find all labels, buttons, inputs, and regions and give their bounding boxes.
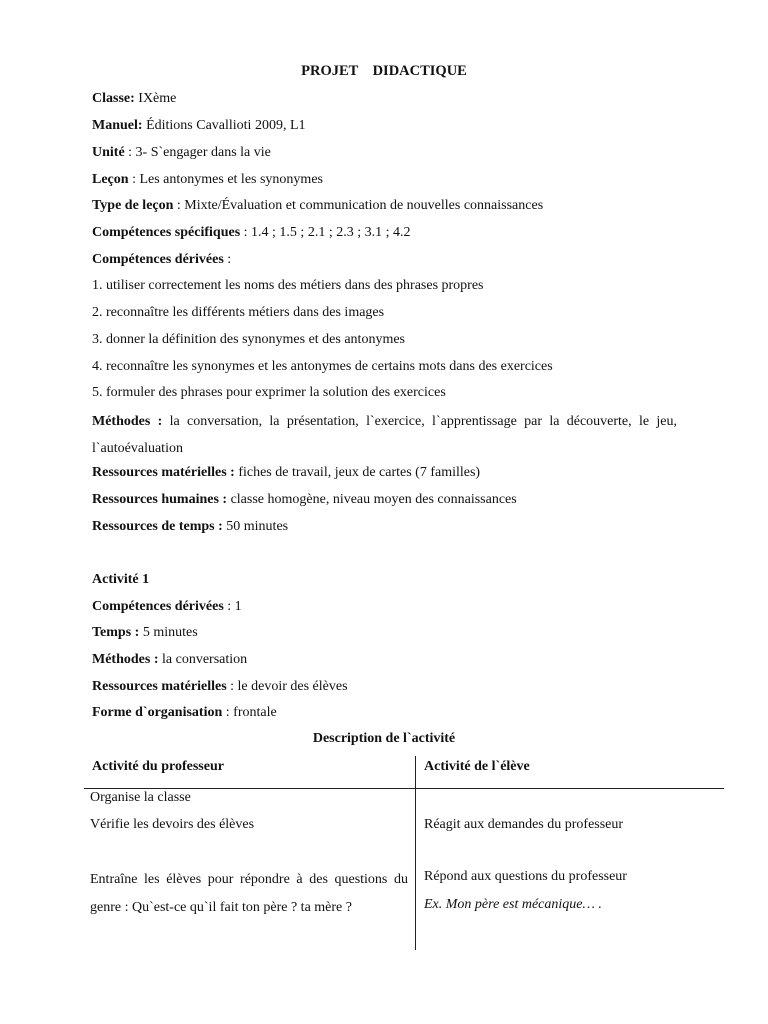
type-lecon-label: Type de leçon bbox=[92, 198, 174, 213]
methodes-value: la conversation, la présentation, l`exercice, l`apprentissage par la découverte, le jeu, l`autoévaluation bbox=[92, 414, 677, 456]
lecon-value: : Les antonymes et les synonymes bbox=[128, 172, 323, 187]
unite-line bbox=[92, 145, 271, 161]
column-header-professeur: Activité du professeur bbox=[92, 759, 224, 774]
eleve-cell-example: Ex. Mon père est mécanique… . bbox=[424, 897, 602, 912]
ressources-humaines-value: classe homogène, niveau moyen des connaissances bbox=[227, 492, 517, 507]
classe-line bbox=[92, 91, 176, 107]
ressources-temps-line bbox=[92, 519, 288, 535]
ressources-materielles-value: fiches de travail, jeux de cartes (7 familles) bbox=[234, 465, 481, 480]
lecon-label: Leçon bbox=[92, 172, 129, 187]
eleve-cell: Répond aux questions du professeur bbox=[424, 869, 627, 884]
activite-competences-value: : 1 bbox=[223, 599, 242, 614]
column-divider bbox=[415, 756, 416, 950]
column-header-eleve: Activité de l`élève bbox=[424, 759, 530, 774]
classe-value: IXème bbox=[134, 91, 177, 106]
ressources-temps-value: 50 minutes bbox=[222, 519, 289, 534]
unite-value: : 3- S`engager dans la vie bbox=[124, 145, 271, 160]
description-title: Description de l`activité bbox=[312, 731, 456, 746]
professeur-cell: Entraîne les élèves pour répondre à des questions du genre : Qu`est-ce qu`il fait ton père ? ta mère ? bbox=[90, 872, 408, 915]
activite-competences-line bbox=[92, 599, 242, 615]
competences-specifiques-value: : 1.4 ; 1.5 ; 2.1 ; 2.3 ; 3.1 ; 4.2 bbox=[240, 225, 411, 240]
ressources-humaines-line bbox=[92, 492, 517, 508]
ressources-temps-label: Ressources de temps : bbox=[92, 519, 223, 534]
competences-specifiques-line bbox=[92, 225, 411, 241]
activity-table bbox=[84, 756, 724, 950]
competences-derivees-label: Compétences dérivées bbox=[92, 252, 224, 267]
competences-derivees-line bbox=[92, 252, 231, 268]
type-lecon-line bbox=[92, 198, 543, 214]
type-lecon-value: : Mixte/Évaluation et communication de nouvelles connaissances bbox=[173, 198, 544, 213]
activite-methodes-value: la conversation bbox=[158, 652, 248, 667]
activite-forme-label: Forme d`organisation bbox=[92, 705, 223, 720]
competence-item: 2. reconnaître les différents métiers dans des images bbox=[92, 305, 385, 320]
activite-title: Activité 1 bbox=[92, 572, 150, 587]
activite-forme-value: : frontale bbox=[222, 705, 277, 720]
header-divider bbox=[84, 788, 724, 789]
classe-label: Classe: bbox=[92, 91, 135, 106]
activite-forme-line bbox=[92, 705, 277, 721]
manuel-value: Éditions Cavallioti 2009, L1 bbox=[142, 118, 306, 133]
activite-methodes-line bbox=[92, 652, 247, 668]
manuel-line bbox=[92, 118, 306, 134]
methodes-label: Méthodes : bbox=[92, 414, 163, 429]
activite-methodes-label: Méthodes : bbox=[92, 652, 159, 667]
methodes-paragraph bbox=[92, 409, 677, 462]
manuel-label: Manuel: bbox=[92, 118, 143, 133]
activite-ressources-label: Ressources matérielles bbox=[92, 679, 227, 694]
activite-temps-label: Temps : bbox=[92, 625, 140, 640]
ressources-humaines-label: Ressources humaines : bbox=[92, 492, 228, 507]
competence-item: 1. utiliser correctement les noms des métiers dans des phrases propres bbox=[92, 278, 484, 293]
competences-derivees-value: : bbox=[223, 252, 232, 267]
activite-competences-label: Compétences dérivées bbox=[92, 599, 224, 614]
professeur-cell: Vérifie les devoirs des élèves bbox=[90, 817, 255, 832]
lecon-line bbox=[92, 172, 323, 188]
activite-ressources-value: : le devoir des élèves bbox=[226, 679, 348, 694]
eleve-cell: Réagit aux demandes du professeur bbox=[424, 817, 624, 832]
ressources-materielles-line bbox=[92, 465, 480, 481]
activite-temps-value: 5 minutes bbox=[139, 625, 198, 640]
ressources-materielles-label: Ressources matérielles : bbox=[92, 465, 235, 480]
professeur-cell: Organise la classe bbox=[90, 790, 191, 805]
activite-temps-line bbox=[92, 625, 198, 641]
page-title: PROJET DIDACTIQUE bbox=[301, 63, 467, 79]
competences-specifiques-label: Compétences spécifiques bbox=[92, 225, 241, 240]
competence-item: 3. donner la définition des synonymes et des antonymes bbox=[92, 332, 405, 347]
competence-item: 5. formuler des phrases pour exprimer la solution des exercices bbox=[92, 385, 446, 400]
competence-item: 4. reconnaître les synonymes et les antonymes de certains mots dans des exercices bbox=[92, 359, 553, 374]
unite-label: Unité bbox=[92, 145, 125, 160]
activite-ressources-line bbox=[92, 679, 348, 695]
